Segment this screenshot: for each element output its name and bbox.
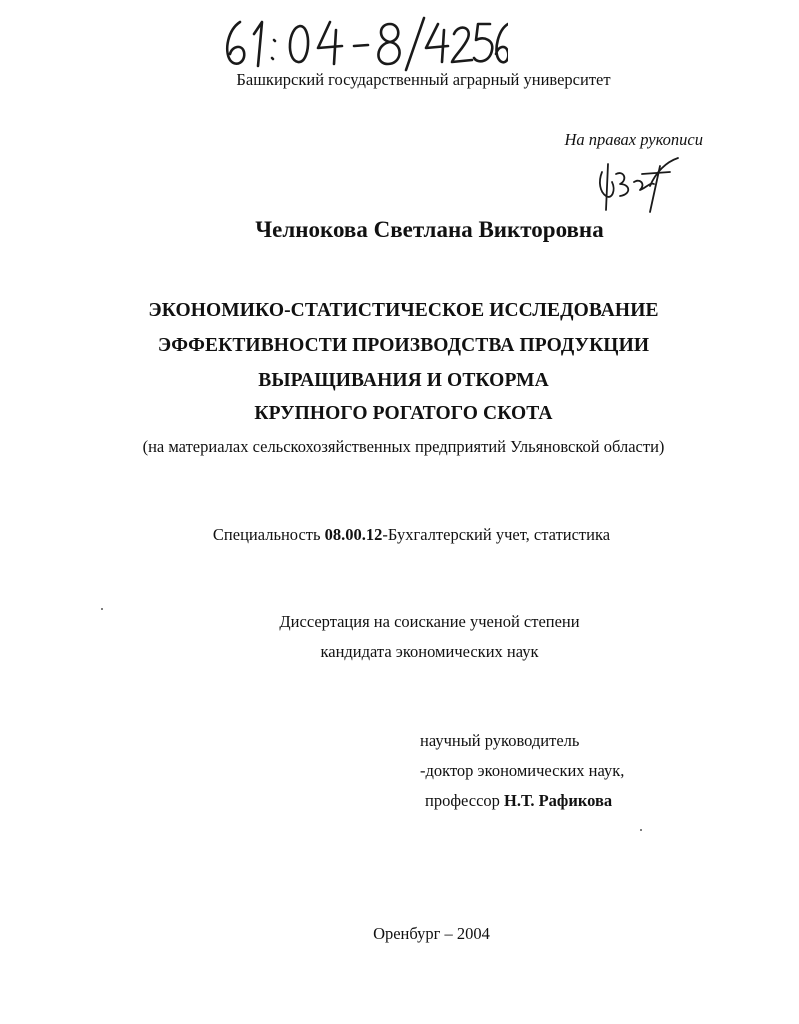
handwritten-archive-code	[218, 12, 508, 74]
handwritten-signature	[590, 152, 682, 218]
supervisor-title: профессор	[425, 791, 505, 810]
dissertation-title-line-1: ЭКОНОМИКО-СТАТИСТИЧЕСКОЕ ИССЛЕДОВАНИЕ	[148, 300, 659, 321]
dissertation-title-line-4: КРУПНОГО РОГАТОГО СКОТА	[254, 403, 553, 424]
scan-speck	[101, 608, 103, 610]
degree-statement-line-1: Диссертация на соискание ученой степени	[279, 612, 580, 631]
handwritten-signature-drawing	[590, 152, 682, 218]
manuscript-rights-note: На правах рукописи	[564, 130, 703, 149]
supervisor-name: Н.Т. Рафикова	[504, 791, 613, 810]
specialty-name: -Бухгалтерский учет, статистика	[382, 525, 611, 544]
scan-speck	[640, 829, 642, 831]
degree-statement-line-2: кандидата экономических наук	[320, 642, 539, 661]
author-name: Челнокова Светлана Викторовна	[255, 217, 604, 242]
dissertation-title-line-3: ВЫРАЩИВАНИЯ И ОТКОРМА	[258, 370, 549, 391]
dissertation-title-line-2: ЭФФЕКТИВНОСТИ ПРОИЗВОДСТВА ПРОДУКЦИИ	[157, 335, 650, 356]
supervisor-role: научный руководитель	[420, 731, 580, 750]
specialty-line	[12, 525, 799, 545]
city-and-year: Оренбург – 2004	[373, 924, 490, 943]
supervisor-name-line	[425, 791, 612, 811]
specialty-code: 08.00.12	[324, 525, 383, 544]
specialty-prefix: Специальность	[212, 525, 325, 544]
handwritten-archive-code-drawing	[218, 12, 508, 74]
university-name: Башкирский государственный аграрный университет	[236, 70, 611, 89]
dissertation-subtitle: (на материалах сельскохозяйственных предприятий Ульяновской области)	[142, 437, 665, 456]
supervisor-degree: -доктор экономических наук,	[420, 761, 625, 780]
